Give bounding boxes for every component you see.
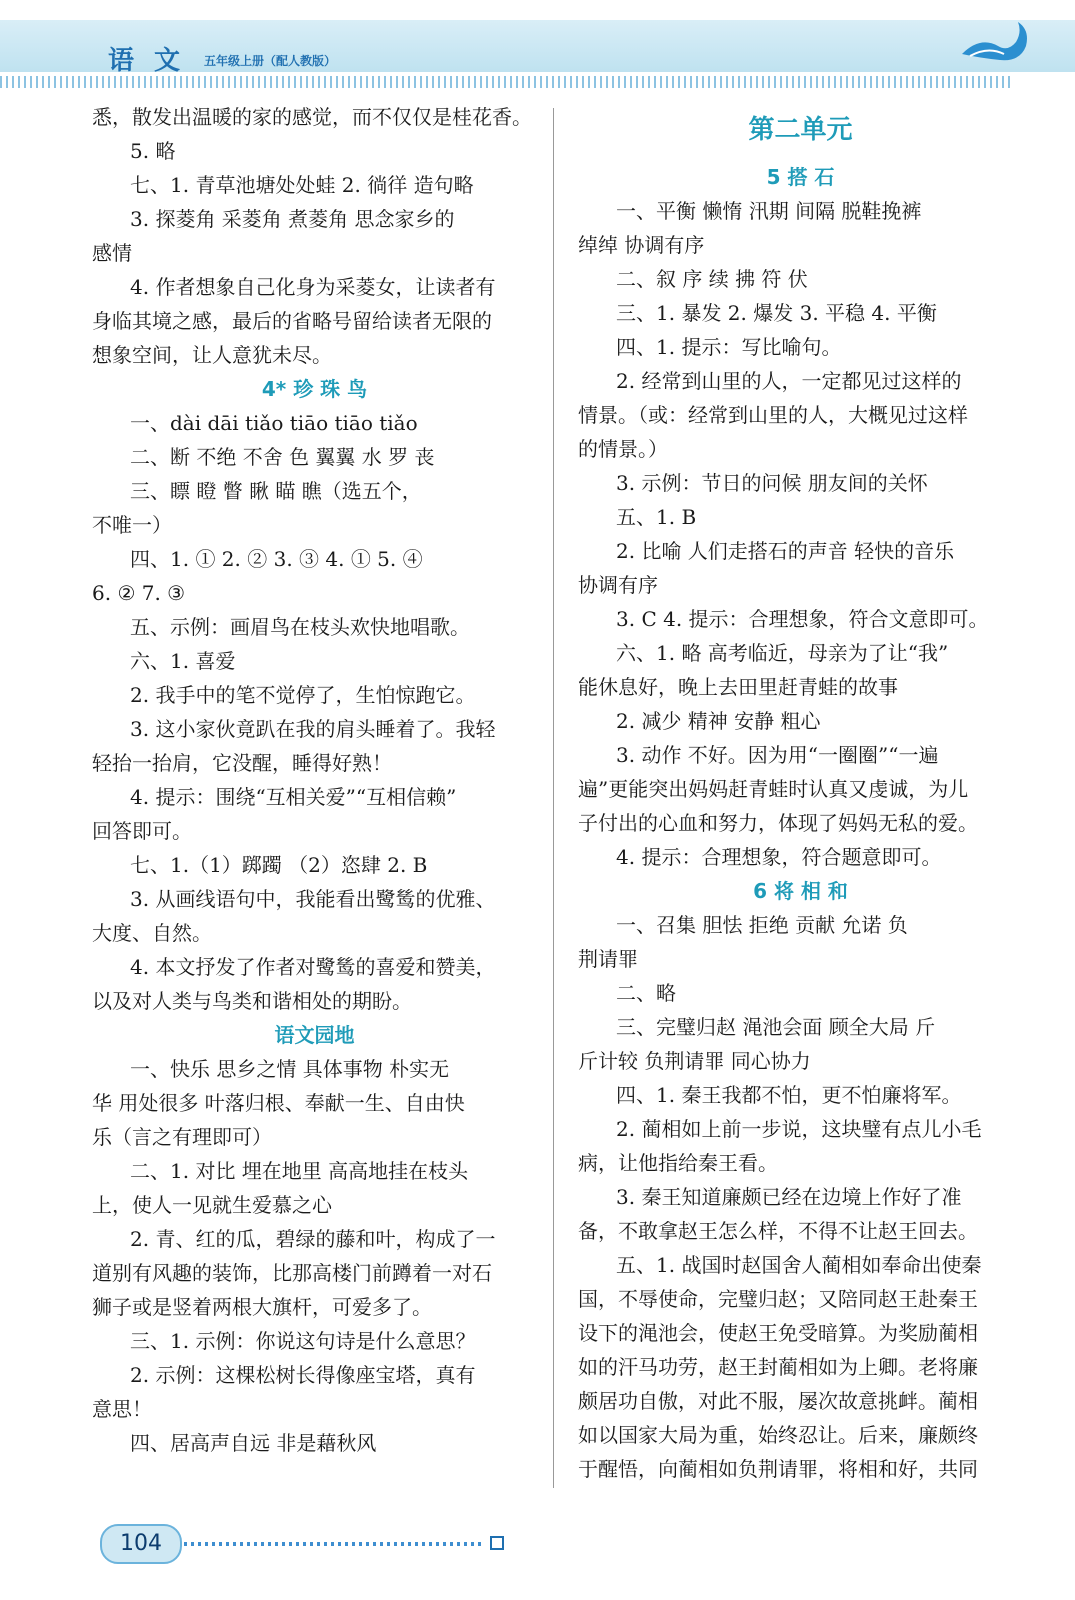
text-line: 道别有风趣的装饰，比那高楼门前蹲着一对石: [92, 1261, 492, 1285]
text-line: 遍”更能突出妈妈赶青蛙时认真又虔诚，为儿: [578, 777, 969, 801]
text-line: 三、完璧归赵 渑池会面 顾全大局 斤: [616, 1015, 936, 1039]
text-line: 4. 提示：围绕“互相关爱”“互相信赖”: [130, 785, 457, 809]
text-line: 五、1. B: [616, 505, 697, 529]
text-line: 备，不敢拿赵王怎么样，不得不让赵王回去。: [578, 1219, 978, 1243]
text-line: 回答即可。: [92, 819, 192, 843]
text-line: 四、1. 提示：写比喻句。: [616, 335, 842, 359]
text-line: 一、召集 胆怯 拒绝 贡献 允诺 负: [616, 913, 908, 937]
text-line: 四、1. ① 2. ② 3. ③ 4. ① 5. ④: [130, 547, 423, 571]
text-line: 四、居高声自远 非是藉秋风: [130, 1431, 377, 1455]
subject-label: 语文: [108, 46, 201, 76]
text-line: 情景。（或：经常到山里的人，大概见过这样: [578, 403, 968, 427]
text-line: 华 用处很多 叶落归根、奉献一生、自由快: [92, 1091, 465, 1115]
text-line: 3. 这小家伙竟趴在我的肩头睡着了。我轻: [130, 717, 496, 741]
text-line: 如的汗马功劳，赵王封蔺相如为上卿。老将廉: [578, 1355, 978, 1379]
text-line: 2. 青、红的瓜，碧绿的藤和叶，构成了一: [130, 1227, 496, 1251]
text-line: 意思！: [92, 1397, 152, 1421]
text-line: 3. 从画线语句中，我能看出鹭鸶的优雅、: [130, 887, 496, 911]
text-line: 3. 探菱角 采菱角 煮菱角 思念家乡的: [130, 207, 455, 231]
text-line: 悉，散发出温暖的家的感觉，而不仅仅是桂花香。: [92, 105, 532, 129]
text-line: 于醒悟，向蔺相如负荆请罪，将相和好，共同: [578, 1457, 978, 1481]
text-line: 子付出的心血和努力，体现了妈妈无私的爱。: [578, 811, 978, 835]
footer-dotted-rule: [184, 1542, 484, 1546]
text-line: 3. C 4. 提示：合理想象，符合文意即可。: [616, 607, 989, 631]
text-line: 狮子或是竖着两根大旗杆，可爱多了。: [92, 1295, 432, 1319]
text-line: 上，使人一见就生爱慕之心: [92, 1193, 332, 1217]
text-line: 三、1. 示例：你说这句诗是什么意思？: [130, 1329, 476, 1353]
text-line: 荆请罪: [578, 947, 638, 971]
right-column: [578, 100, 1023, 1486]
text-line: 三、瞟 瞪 瞥 瞅 瞄 瞧（选五个，: [130, 479, 422, 503]
text-line: 七、1.（1）踯躅 （2）恣肆 2. B: [130, 853, 428, 877]
text-line: 3. 动作 不好。因为用“一圈圈”“一遍: [616, 743, 939, 767]
text-line: 身临其境之感，最后的省略号留给读者无限的: [92, 309, 492, 333]
text-line: 大度、自然。: [92, 921, 212, 945]
text-line: 一、平衡 懒惰 汛期 间隔 脱鞋挽裤: [616, 199, 922, 223]
lesson-title: 4* 珍 珠 鸟: [261, 377, 368, 401]
text-line: 2. 比喻 人们走搭石的声音 轻快的音乐: [616, 539, 955, 563]
text-line: 的情景。）: [578, 437, 668, 461]
square-marker-icon: [490, 1536, 504, 1550]
text-line: 五、示例：画眉鸟在枝头欢快地唱歌。: [130, 615, 470, 639]
text-line: 斤计较 负荆请罪 同心协力: [578, 1049, 811, 1073]
text-line: 乐（言之有理即可）: [92, 1125, 272, 1149]
section-title: 语文园地: [274, 1023, 355, 1047]
text-line: 4. 作者想象自己化身为采菱女，让读者有: [130, 275, 496, 299]
text-line: 二、1. 对比 埋在地里 高高地挂在枝头: [130, 1159, 469, 1183]
text-line: 三、1. 暴发 2. 爆发 3. 平稳 4. 平衡: [616, 301, 937, 325]
page-number: 104: [100, 1524, 182, 1564]
text-line: 国，不辱使命，完璧归赵；又陪同赵王赴秦王: [578, 1287, 978, 1311]
text-line: 4. 提示：合理想象，符合题意即可。: [616, 845, 942, 869]
text-line: 一、快乐 思乡之情 具体事物 朴实无: [130, 1057, 450, 1081]
text-line: 以及对人类与鸟类和谐相处的期盼。: [92, 989, 412, 1013]
text-line: 2. 蔺相如上前一步说，这块璧有点儿小毛: [616, 1117, 982, 1141]
wave-logo-icon: [960, 16, 1030, 66]
text-line: 6. ② 7. ③: [92, 581, 186, 605]
page-header: [0, 0, 1075, 88]
text-line: 2. 示例：这棵松树长得像座宝塔，真有: [130, 1363, 476, 1387]
text-line: 5. 略: [130, 139, 176, 163]
page-footer: [100, 1524, 520, 1564]
text-line: 3. 秦王知道廉颇已经在边境上作好了准: [616, 1185, 962, 1209]
text-line: 想象空间，让人意犹未尽。: [92, 343, 332, 367]
text-line: 2. 经常到山里的人，一定都见过这样的: [616, 369, 962, 393]
text-line: 颇居功自傲，对此不服，屡次故意挑衅。蔺相: [578, 1389, 978, 1413]
text-line: 绰绰 协调有序: [578, 233, 705, 257]
text-line: 五、1. 战国时赵国舍人蔺相如奉命出使秦: [616, 1253, 982, 1277]
text-line: 协调有序: [578, 573, 658, 597]
text-line: 能休息好，晚上去田里赶青蛙的故事: [578, 675, 898, 699]
text-line: 病，让他指给秦王看。: [578, 1151, 778, 1175]
text-line: 六、1. 略 高考临近，母亲为了让“我”: [616, 641, 949, 665]
text-line: 一、dài dāi tiǎo tiāo tiāo tiǎo: [130, 411, 418, 435]
header-dotted-rule: [0, 76, 1010, 88]
text-line: 感情: [92, 241, 132, 265]
grade-label: 五年级上册（配人教版）: [204, 54, 337, 68]
text-line: 二、略: [616, 981, 676, 1005]
text-line: 2. 我手中的笔不觉停了，生怕惊跑它。: [130, 683, 476, 707]
text-line: 四、1. 秦王我都不怕，更不怕廉将军。: [616, 1083, 962, 1107]
text-line: 二、叙 序 续 拂 符 伏: [616, 267, 808, 291]
lesson-title: 5 搭 石: [766, 165, 835, 189]
text-line: 六、1. 喜爱: [130, 649, 236, 673]
text-line: 轻抬一抬肩，它没醒，睡得好熟！: [92, 751, 392, 775]
text-line: 不唯一）: [92, 513, 172, 537]
text-line: 4. 本文抒发了作者对鹭鸶的喜爱和赞美，: [130, 955, 496, 979]
lesson-title: 6 将 相 和: [753, 879, 848, 903]
column-divider: [553, 108, 554, 1488]
text-line: 设下的渑池会，使赵王免受暗算。为奖励蔺相: [578, 1321, 978, 1345]
text-line: 3. 示例：节日的问候 朋友间的关怀: [616, 471, 928, 495]
text-line: 七、1. 青草池塘处处蛙 2. 徜徉 造句略: [130, 173, 474, 197]
text-line: 2. 减少 精神 安静 粗心: [616, 709, 821, 733]
left-column: [92, 100, 537, 1460]
text-line: 二、断 不绝 不舍 色 翼翼 水 罗 丧: [130, 445, 435, 469]
unit-title: 第二单元: [748, 115, 853, 145]
text-line: 如以国家大局为重，始终忍让。后来，廉颇终: [578, 1423, 978, 1447]
